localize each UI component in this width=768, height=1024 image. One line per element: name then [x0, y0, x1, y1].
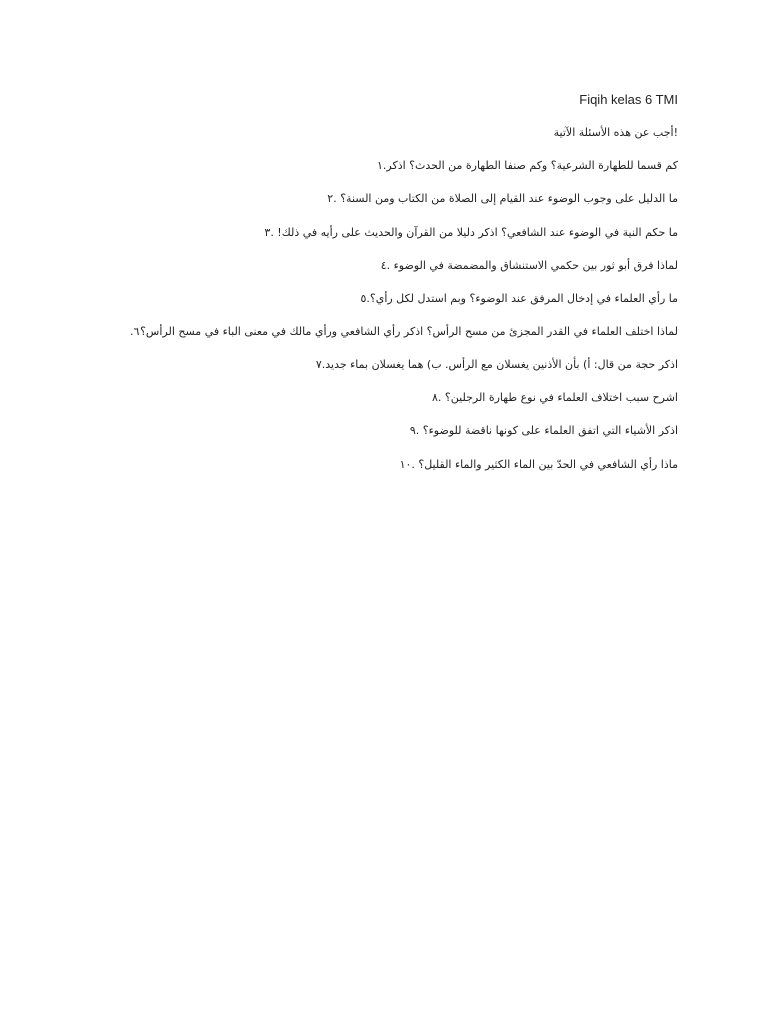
- question-1: كم قسما للطهارة الشرعية؟ وكم صنفا الطهارة من الحدث؟ اذكر.١: [376, 159, 678, 172]
- question-7: اذكر حجة من قال: أ) بأن الأذنين يغسلان مع الرأس. ب) هما يغسلان بماء جديد.٧: [315, 358, 678, 371]
- question-6: لماذا اختلف العلماء في القدر المجزئ من مسح الرأس؟ اذكر رأي الشافعي ورأي مالك في معنى الباء في مسح الرأس؟: [140, 325, 678, 338]
- question-4: لماذا فرق أبو ثور بين حكمي الاستنشاق والمضمضة في الوضوء .٤: [380, 259, 678, 272]
- question-6-number: .٦: [130, 325, 140, 338]
- question-9: اذكر الأشياء التي اتفق العلماء على كونها ناقضة للوضوء؟ .٩: [409, 424, 678, 437]
- question-3: ما حكم النية في الوضوء عند الشافعي؟ اذكر دليلا من القرآن والحديث على رأيه في ذلك! .٣: [264, 226, 678, 239]
- question-2: ما الدليل على وجوب الوضوء عند القيام إلى الصلاة من الكتاب ومن السنة؟ .٢: [327, 192, 678, 205]
- question-8: اشرح سبب اختلاف العلماء في نوع طهارة الرجلين؟ .٨: [432, 391, 678, 404]
- instruction-text: !أجب عن هذه الأسئلة الآتية: [553, 126, 678, 139]
- question-10: ماذا رأي الشافعي في الحدّ بين الماء الكثير والماء القليل؟ .١٠: [399, 458, 678, 471]
- question-5: ما رأي العلماء في إدخال المرفق عند الوضوء؟ وبم استدل لكل رأي؟.٥: [360, 292, 678, 305]
- document-title: Fiqih kelas 6 TMI: [579, 92, 678, 107]
